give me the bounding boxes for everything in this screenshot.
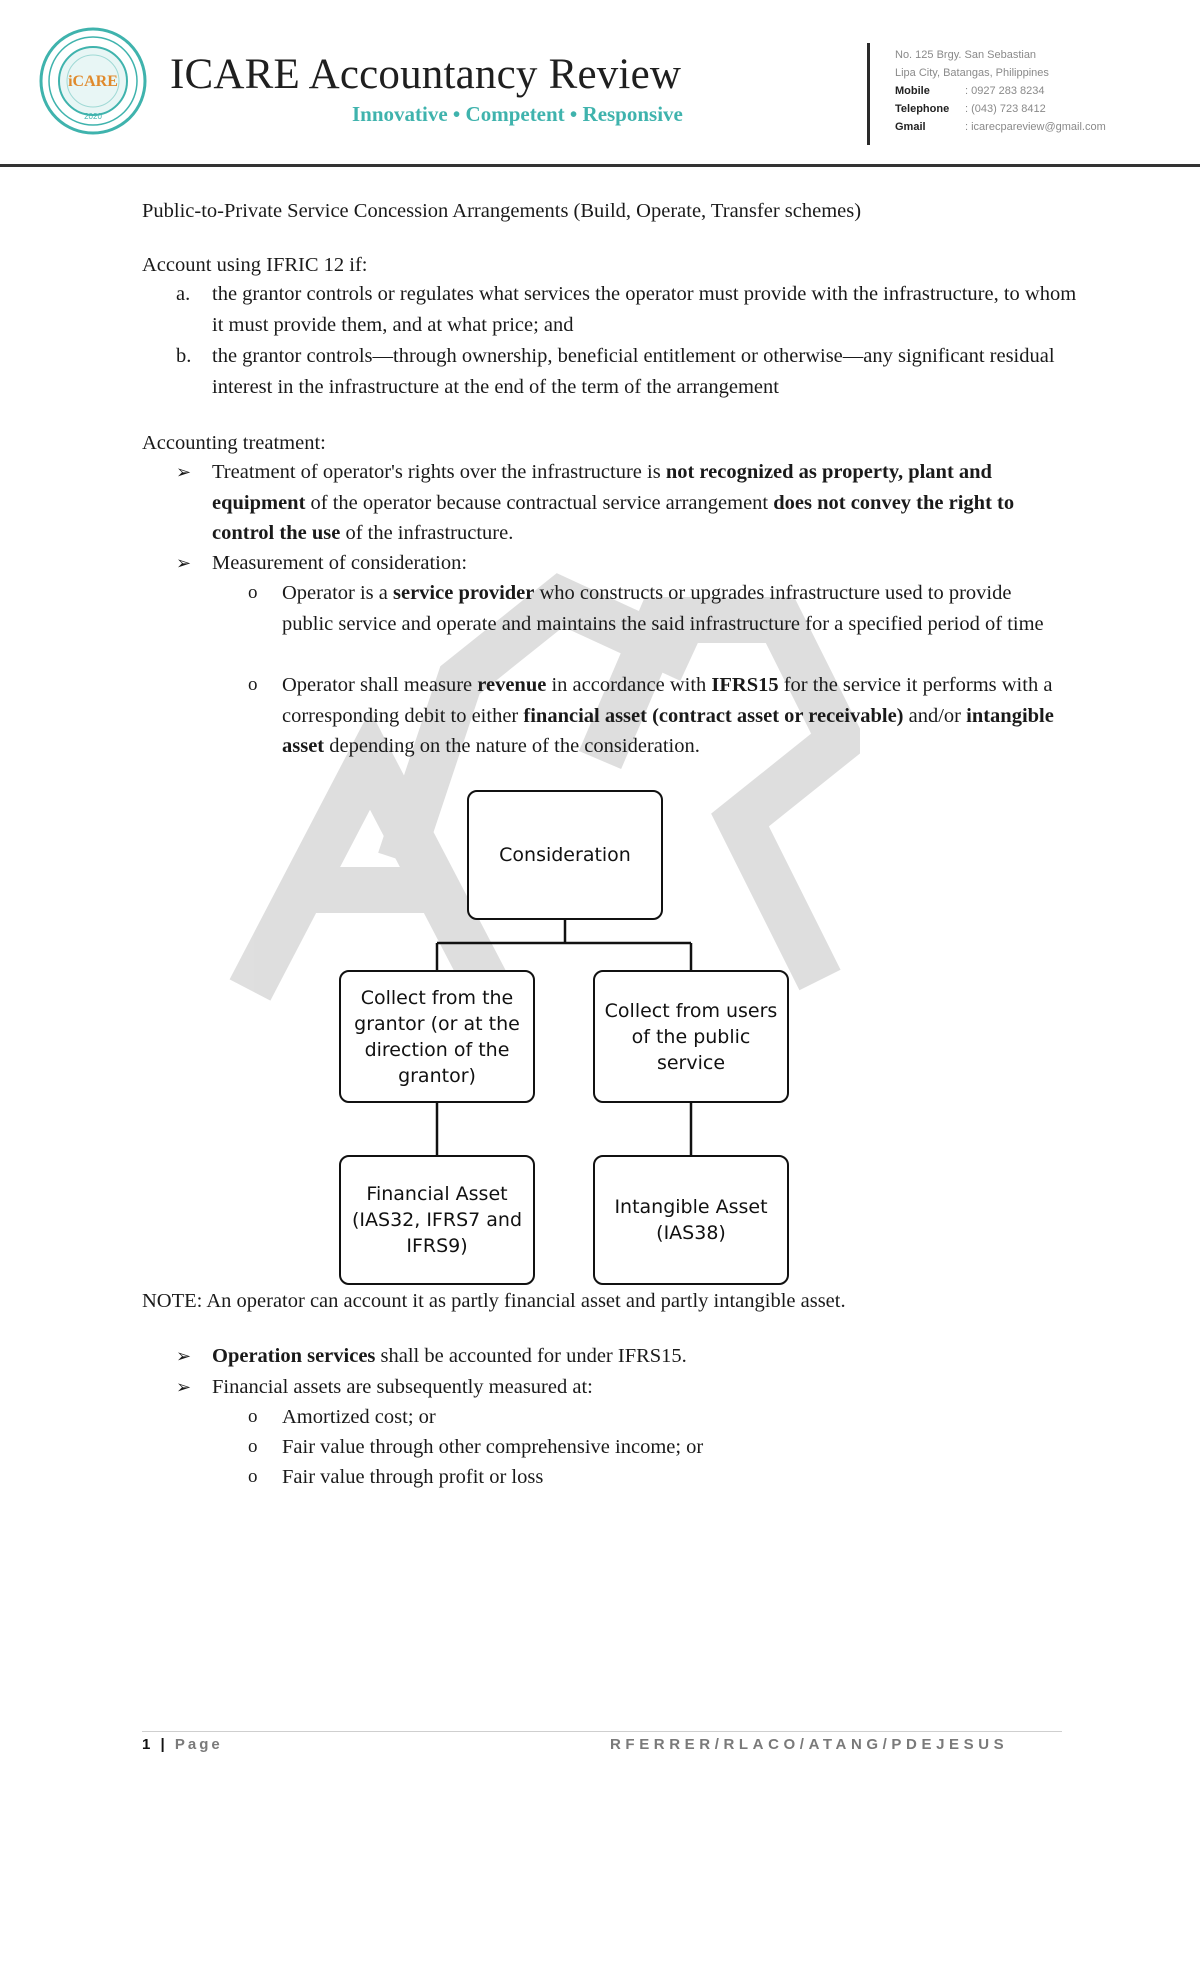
letterhead [0, 0, 1200, 170]
circle-bullet-icon: o [248, 674, 258, 695]
note-text: NOTE: An operator can account it as partly financial asset and partly intangible asset. [142, 1290, 846, 1312]
contact-mobile: Mobile : 0927 283 8234 [895, 85, 1045, 97]
revenue-item: Operator shall measure revenue in accordance with IFRS15 for the service it performs with a corresponding debit to either financial asset (contract asset or receivable) and/or intangible asset depending on the nature of the consideration. [282, 674, 1054, 757]
arrow-bullet-icon: ➢ [176, 1377, 192, 1397]
footer-authors: RFERRER/RLACO/ATANG/PDEJESUS [610, 1736, 1009, 1753]
header-divider [867, 43, 870, 145]
contact-block [895, 46, 1106, 136]
condition-b-marker: b. [176, 345, 192, 367]
financial-asset-box: Financial Asset (IAS32, IFRS7 and IFRS9) [339, 1155, 535, 1285]
brand-tagline: Innovative • Competent • Responsive [352, 102, 683, 126]
contact-telephone: Telephone : (043) 723 8412 [895, 103, 1046, 115]
consideration-diagram [330, 785, 800, 1285]
document-title: Public-to-Private Service Concession Arrangements (Build, Operate, Transfer schemes) [142, 200, 862, 222]
logo-year: 2020 [84, 112, 102, 121]
ifric-heading: Account using IFRIC 12 if: [142, 254, 368, 276]
arrow-bullet-icon: ➢ [176, 553, 192, 573]
circle-bullet-icon: o [248, 1466, 258, 1487]
footer-rule [142, 1731, 1062, 1732]
icare-logo-icon [38, 26, 148, 136]
circle-bullet-icon: o [248, 582, 258, 603]
circle-bullet-icon: o [248, 1436, 258, 1457]
header-rule [0, 164, 1200, 167]
condition-a-marker: a. [176, 283, 191, 305]
financial-assets-heading: Financial assets are subsequently measured at: [212, 1376, 593, 1398]
contact-gmail: Gmail : icarecpareview@gmail.com [895, 121, 1106, 133]
condition-b-text: the grantor controls—through ownership, beneficial entitlement or otherwise—any significant residual interest in the infrastructure at the end of the term of the arrangement [212, 345, 1055, 398]
arrow-bullet-icon: ➢ [176, 462, 192, 482]
logo-text: iCARE [68, 73, 118, 90]
circle-bullet-icon: o [248, 1406, 258, 1427]
operation-services-item: Operation services shall be accounted for under IFRS15. [212, 1345, 687, 1367]
brand-title: ICARE Accountancy Review [170, 51, 682, 98]
arrow-bullet-icon: ➢ [176, 1346, 192, 1366]
condition-a-text: the grantor controls or regulates what services the operator must provide with the infrastructure, to whom it must provide them, and at what price; and [212, 283, 1077, 336]
treatment-heading: Accounting treatment: [142, 432, 326, 454]
collect-from-grantor-box: Collect from the grantor (or at the direction of the grantor) [339, 970, 535, 1103]
address-line-2: Lipa City, Batangas, Philippines [895, 67, 1049, 79]
fa-item-amortized: Amortized cost; or [282, 1406, 436, 1428]
service-provider-item: Operator is a service provider who constructs or upgrades infrastructure used to provide public service and operate and maintains the said infrastructure for a specified period of time [282, 582, 1044, 635]
fa-item-fvoci: Fair value through other comprehensive income; or [282, 1436, 704, 1458]
fa-item-fvtpl: Fair value through profit or loss [282, 1466, 544, 1488]
collect-from-users-box: Collect from users of the public service [593, 970, 789, 1103]
address-line-1: No. 125 Brgy. San Sebastian [895, 49, 1037, 61]
intangible-asset-box: Intangible Asset (IAS38) [593, 1155, 789, 1285]
root-consideration-box: Consideration [467, 790, 663, 920]
page-number: 1 | Page [142, 1736, 223, 1753]
measurement-heading: Measurement of consideration: [212, 552, 468, 574]
treatment-ppe-item: Treatment of operator's rights over the infrastructure is not recognized as property, plant and equipment of the operator because contractual service arrangement does not convey the right to control the use of the infrastructure. [212, 461, 1015, 544]
